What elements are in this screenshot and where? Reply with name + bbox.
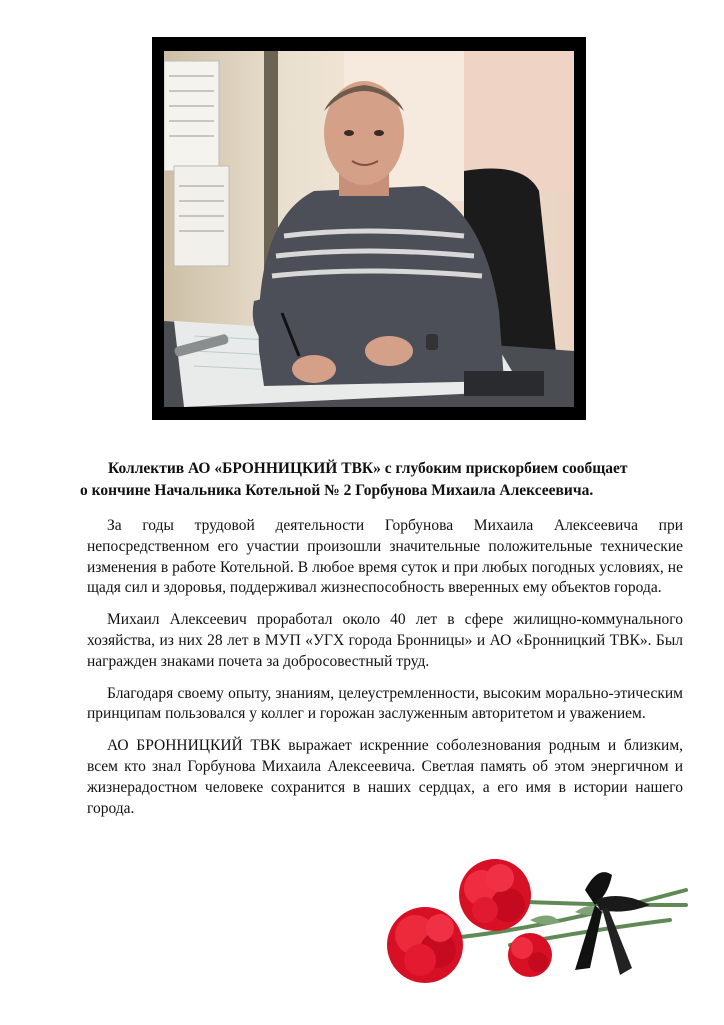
lead-line-1: Коллектив АО «БРОННИЦКИЙ ТВК» с глубоким прискорбием сообщает <box>108 460 628 477</box>
memorial-photo-frame <box>152 37 586 420</box>
paragraph-career: За годы трудовой деятельности Горбунова Михаила Алексеевича при непосредственном его участии произошли значительные положительные технические изменения в работе Котельной. В любое время суток и при любых погодных условиях, не щадя сил и здоровья, поддерживал жизнеспособность вверенных ему объектов города. <box>87 517 683 597</box>
paragraph-condolences: АО БРОННИЦКИЙ ТВК выражает искренние соболезнования родным и близким, всем кто знал Горбунова Михаила Алексеевича. Светлая память об этом энергичном и жизнерадостном человеке сохранится в наших сердцах, а его имя в истории нашего города. <box>87 737 683 817</box>
portrait-illustration <box>164 51 574 407</box>
paragraph-respect: Благодаря своему опыту, знаниям, целеустремленности, высоким морально-этическим принципам пользовался у коллег и горожан заслуженным авторитетом и уважением. <box>87 684 683 723</box>
lead-line-2: о кончине Начальника Котельной № 2 Горбунова Михаила Алексеевича. <box>80 482 594 499</box>
obituary-body <box>87 516 683 830</box>
announcement-lead <box>80 458 690 502</box>
portrait-photo <box>164 51 574 407</box>
paragraph-service: Михаил Алексеевич проработал около 40 лет в сфере жилищно-коммунального хозяйства, из них 28 лет в МУП «УГХ города Бронницы» и АО «Бронницкий ТВК». Был награжден знаками почета за добросовестный труд. <box>87 611 683 670</box>
carnations-black-ribbon-icon <box>370 850 690 1020</box>
